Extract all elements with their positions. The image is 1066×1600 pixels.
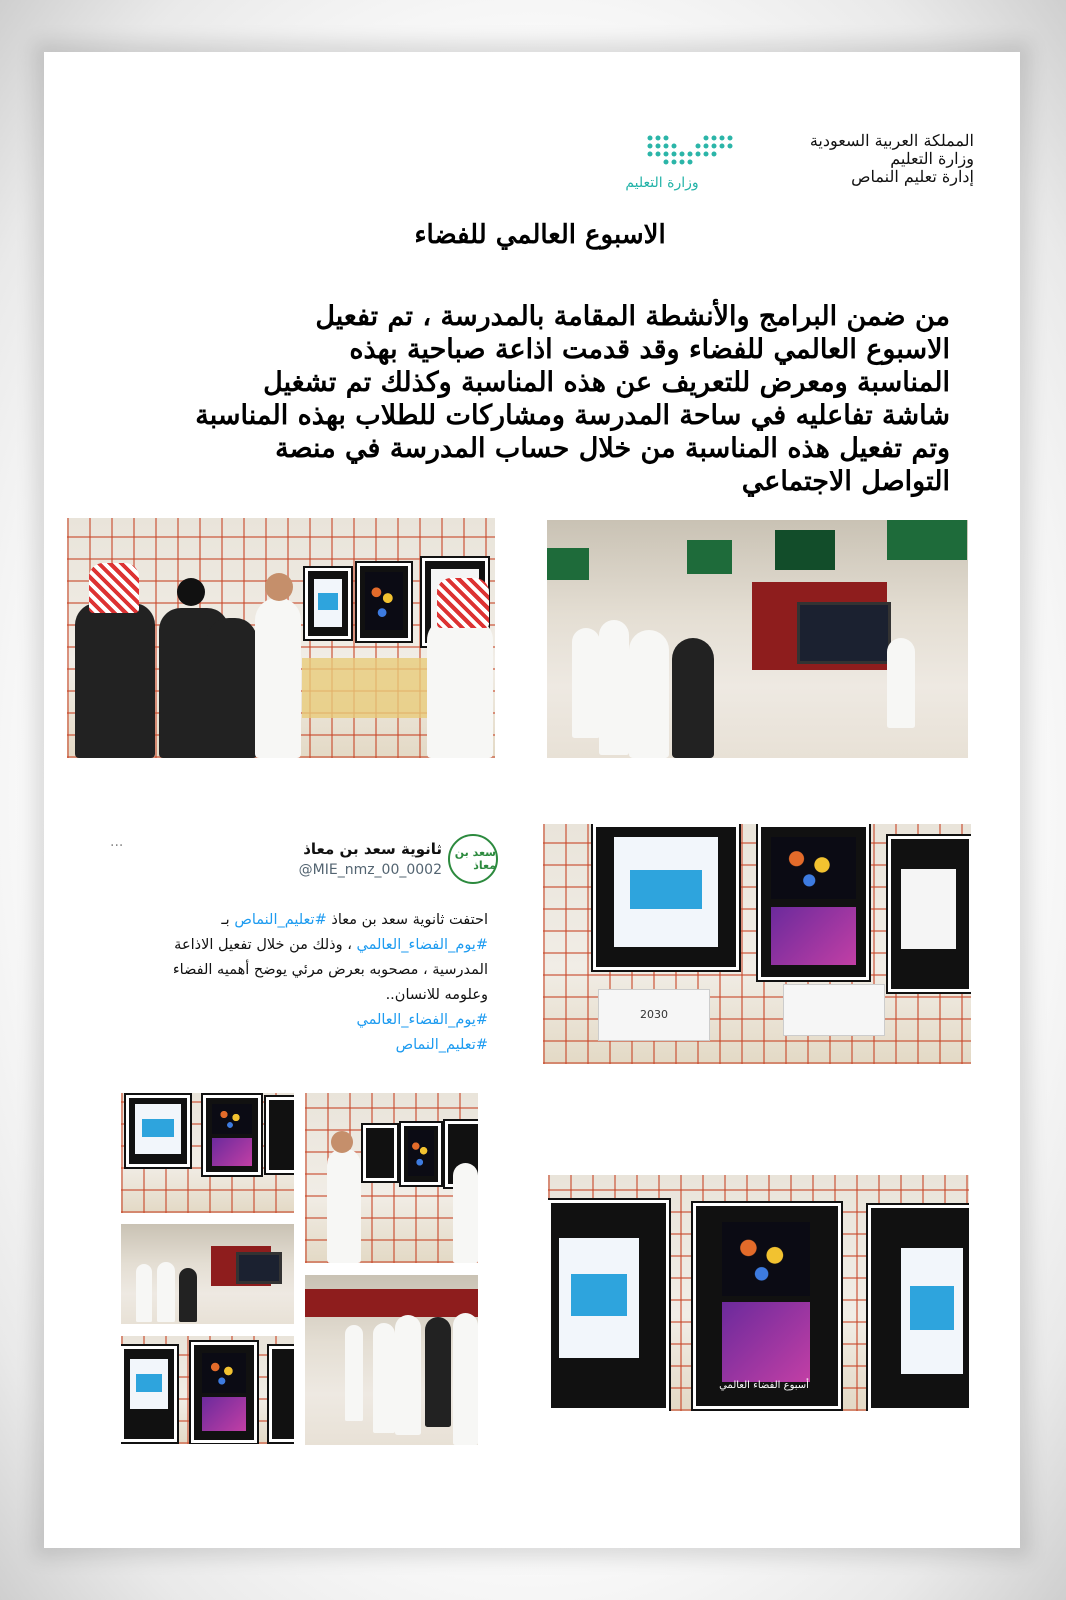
org-line-ministry: وزارة التعليم bbox=[890, 149, 974, 168]
body-line: المناسبة ومعرض للتعريف عن هذه المناسبة وكذلك تم تشغيل bbox=[263, 367, 950, 398]
poster-title: أسبوع الفضاء العالمي bbox=[719, 1380, 809, 1391]
ministry-logo-label: وزارة التعليم bbox=[625, 175, 699, 191]
tweet-text-span: بـ bbox=[221, 912, 235, 928]
photo-students-exhibit bbox=[67, 518, 495, 758]
account-avatar[interactable]: سعد بن معاذ bbox=[448, 834, 498, 884]
person bbox=[572, 628, 600, 738]
org-line-department: إدارة تعليم النماص bbox=[851, 167, 974, 186]
photo-posters-closeup bbox=[543, 824, 971, 1064]
tweet-line: المدرسية ، مصحوبه بعرض مرئي يوضح أهميه الفضاء bbox=[172, 962, 488, 978]
photo-courtyard-screen bbox=[547, 520, 968, 758]
poster-board bbox=[868, 1205, 969, 1411]
person bbox=[255, 598, 301, 758]
tweet-line bbox=[108, 908, 488, 933]
body-line: من ضمن البرامج والأنشطة المقامة بالمدرسة ، تم تفعيل bbox=[315, 301, 950, 332]
body-line: التواصل الاجتماعي bbox=[741, 466, 950, 497]
banner bbox=[775, 530, 835, 570]
poster-board bbox=[758, 824, 869, 980]
poster-board bbox=[548, 1200, 669, 1411]
interactive-screen bbox=[797, 602, 891, 664]
person bbox=[672, 638, 714, 758]
poster-board bbox=[888, 836, 971, 992]
body-line: شاشة تفاعليه في ساحة المدرسة ومشاركات للطلاب بهذه المناسبة bbox=[195, 400, 950, 431]
account-name[interactable]: ثانوية سعد بن معاذ bbox=[303, 840, 442, 858]
poster-vision-label: 2030 bbox=[598, 989, 710, 1041]
tweet-text-span: احتفت ثانوية سعد بن معاذ bbox=[326, 912, 488, 928]
collage-photo-student bbox=[305, 1093, 478, 1263]
body-paragraph bbox=[80, 300, 950, 498]
hashtag-link[interactable]: #تعليم_النماص bbox=[395, 1037, 488, 1053]
banner bbox=[547, 548, 589, 580]
person bbox=[427, 618, 493, 758]
collage-photo-assembly bbox=[305, 1275, 478, 1445]
banner bbox=[687, 540, 732, 574]
person bbox=[207, 618, 257, 758]
hashtag-link[interactable]: #يوم_الفضاء_العالمي bbox=[356, 1012, 488, 1028]
tweet-text bbox=[108, 908, 488, 1058]
body-line: وتم تفعيل هذه المناسبة من خلال حساب المدرسة في منصة bbox=[275, 433, 950, 464]
poster-board bbox=[305, 568, 351, 639]
tablet-display bbox=[783, 984, 885, 1036]
org-line-country: المملكة العربية السعودية bbox=[809, 131, 974, 150]
person bbox=[75, 603, 155, 758]
tweet-text-span: ، وذلك من خلال تفعيل الاذاعة bbox=[174, 937, 357, 953]
hashtag-link[interactable]: #تعليم_النماص bbox=[234, 912, 327, 928]
hashtag-link[interactable]: #يوم_الفضاء_العالمي bbox=[356, 937, 488, 953]
person bbox=[887, 638, 915, 728]
tweet-line bbox=[108, 933, 488, 958]
photo-poster-boards bbox=[548, 1175, 969, 1411]
banner bbox=[887, 520, 967, 560]
person bbox=[599, 620, 629, 755]
body-line: الاسبوع العالمي للفضاء وقد قدمت اذاعة صباحية بهذه bbox=[349, 334, 950, 365]
tweet-line: وعلومه للانسان.. bbox=[385, 987, 488, 1003]
page-title: الاسبوع العالمي للفضاء bbox=[414, 220, 666, 250]
person bbox=[629, 630, 669, 758]
ministry-logo-icon bbox=[600, 132, 760, 202]
organization-header bbox=[734, 132, 974, 186]
collage-photo-posters bbox=[121, 1093, 294, 1213]
collage-photo-courtyard bbox=[121, 1224, 294, 1324]
collage-photo-boards bbox=[121, 1336, 294, 1444]
poster-board bbox=[357, 563, 411, 641]
more-options-icon[interactable]: ··· bbox=[110, 838, 124, 854]
poster-board bbox=[593, 824, 739, 970]
poster-board bbox=[693, 1203, 841, 1409]
account-handle[interactable]: @MIE_nmz_00_0002 bbox=[298, 862, 442, 878]
